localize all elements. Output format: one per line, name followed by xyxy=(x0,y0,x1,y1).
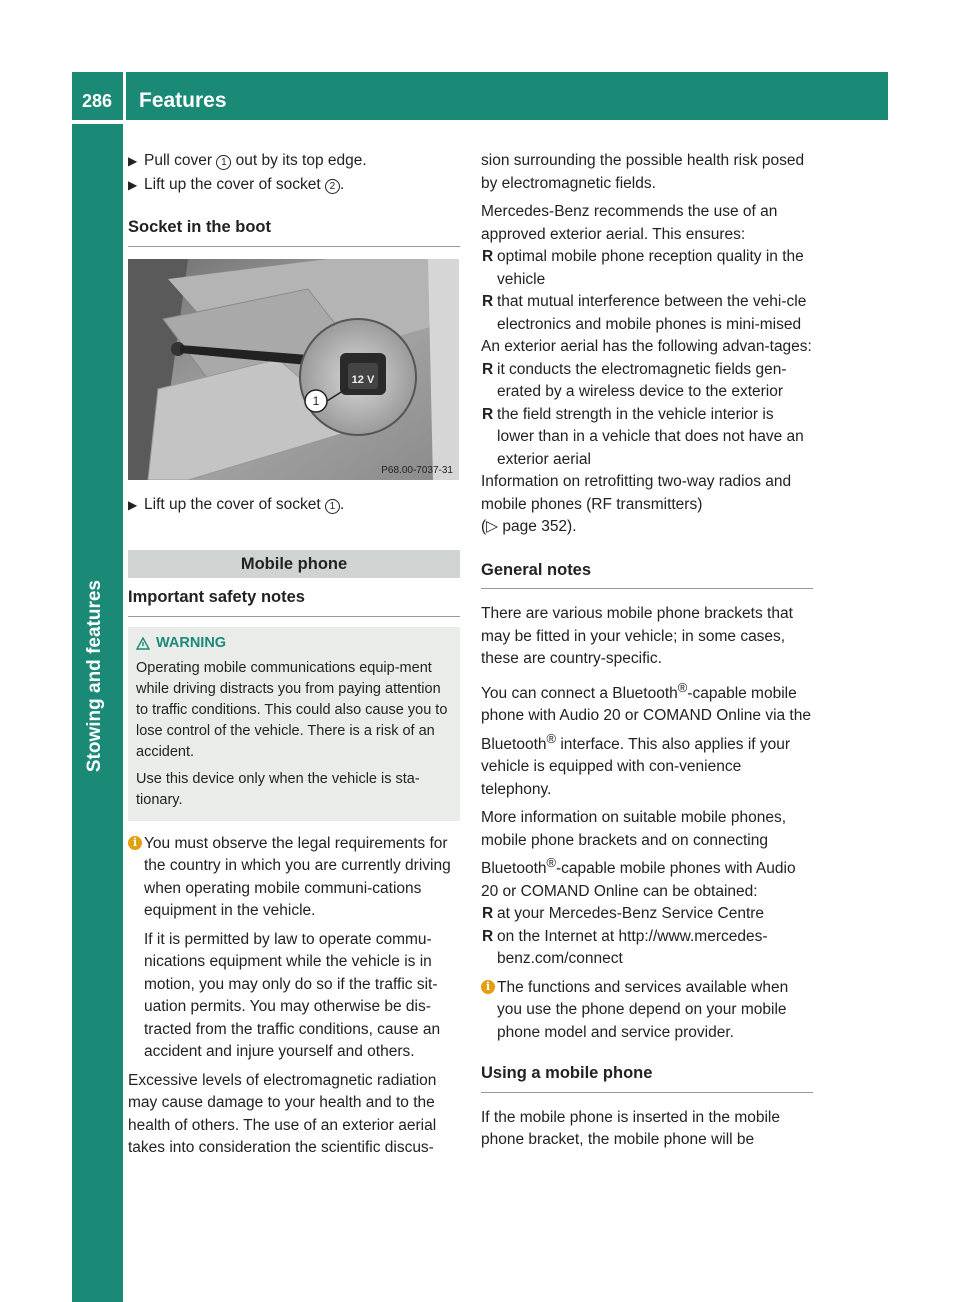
socket-heading: Socket in the boot xyxy=(128,216,460,247)
info-note: i You must observe the legal requirements for the country in which you are currently driving when operating mobile communi-cations equipment in the vehicle. If it is permitted by law to operate commu-nications equipment while the vehicle is in motion, you may only do so if the traffic sit-uation permits. You may otherwise be dis-tracted from the traffic conditions, cause an accident and injure yourself and others. xyxy=(128,833,460,1064)
photo-code: P68.00-7037-31 xyxy=(381,464,453,476)
left-column xyxy=(128,150,460,1166)
page-header xyxy=(72,72,888,120)
step-arrow-icon: ▶ xyxy=(128,177,138,192)
instruction-step: ▶ Lift up the cover of socket 2 . xyxy=(128,174,460,197)
callout-number: 1 xyxy=(216,155,231,170)
list-item: R at your Mercedes-Benz Service Centre xyxy=(482,905,765,923)
using-phone-heading: Using a mobile phone xyxy=(481,1062,813,1093)
callout-number: 2 xyxy=(325,179,340,194)
list-item: R optimal mobile phone reception quality in the vehicle xyxy=(482,248,804,288)
callout-number: 1 xyxy=(325,499,340,514)
section-title: Mobile phone xyxy=(128,550,460,578)
boot-socket-illustration xyxy=(128,259,459,480)
right-column: sion surrounding the possible health risk posed by electromagnetic fields. Mercedes-Benz recommends the use of an approved exterior aerial. This ensures: R optimal mobile phone reception quality in the vehicle R that mutual interference between the vehi-cle electronics and mobile phones is mini-mised An exterior aerial has the following advan-tages: R it conducts the electromagnetic fields gen-erated by a wireless device to the exterior R the field strength in the vehicle interior is lower than in a vehicle that does not have an exterior aerial Information on retrofitting two-way radios and mobile phones (RF transmitters) (▷ page 352). General notes There are various mobile phone brackets that may be fitted in your vehicle; in some cases, these are country-specific. You can connect a Bluetooth®-capable mobile phone with Audio 20 or COMAND Online via the Bluetooth® interface. This also applies if your vehicle is equipped with con-venience telephony. More information on suitable mobile phones, mobile phone brackets and on connecting Bluetooth®-capable mobile phones with Audio 20 or COMAND Online can be obtained: R at your Mercedes-Benz Service Centre R on the Internet at http://www.mercedes-benz.com/connect i The functions and services available when you use the phone depend on your mobile phone model and service provider. Using a mobile phone If the mobile phone is inserted in the mobile phone bracket, the mobile phone will be xyxy=(481,152,812,1149)
boot-socket-photo xyxy=(128,259,459,480)
warning-title: WARNING xyxy=(156,634,227,651)
socket-label: 12 V xyxy=(351,373,375,386)
warning-box xyxy=(128,627,460,821)
list-item: R on the Internet at http://www.mercedes-benz.com/connect xyxy=(482,927,768,968)
page-ref-arrow-icon: ▷ xyxy=(486,518,499,535)
instruction-step: ▶ Pull cover 1 out by its top edge. xyxy=(128,150,460,173)
chapter-title: Features xyxy=(126,72,888,120)
step-arrow-icon: ▶ xyxy=(128,497,138,512)
info-icon: i xyxy=(481,980,495,994)
photo-callout: 1 xyxy=(312,393,320,408)
radiation-paragraph: Excessive levels of electromagnetic radiation may cause damage to your health and to the health of others. The use of an exterior aerial takes into consideration the scientific discus- xyxy=(128,1071,437,1156)
list-item: R it conducts the electromagnetic fields gen-erated by a wireless device to the exterior xyxy=(482,360,787,400)
warning-triangle-icon xyxy=(136,637,150,650)
page-reference[interactable]: page 352). xyxy=(502,518,577,535)
page-number: 286 xyxy=(72,72,123,120)
instruction-step: ▶ Lift up the cover of socket 1 . xyxy=(128,494,460,517)
warning-text: Operating mobile communications equip-ment while driving distracts you from paying attention to traffic conditions. This could also cause you to lose control of the vehicle. There is a risk of an accident. xyxy=(136,659,448,760)
info-icon: i xyxy=(128,836,142,850)
warning-text: Use this device only when the vehicle is sta-tionary. xyxy=(136,770,420,808)
info-note: i The functions and services available when you use the phone depend on your mobile phone model and service provider. xyxy=(481,977,813,1045)
safety-heading: Important safety notes xyxy=(128,586,460,617)
list-item: R that mutual interference between the vehi-cle electronics and mobile phones is mini-mised xyxy=(482,293,807,333)
general-notes-heading: General notes xyxy=(481,559,813,590)
list-item: R the field strength in the vehicle interior is lower than in a vehicle that does not have an exterior aerial xyxy=(482,405,804,468)
step-arrow-icon: ▶ xyxy=(128,154,138,168)
